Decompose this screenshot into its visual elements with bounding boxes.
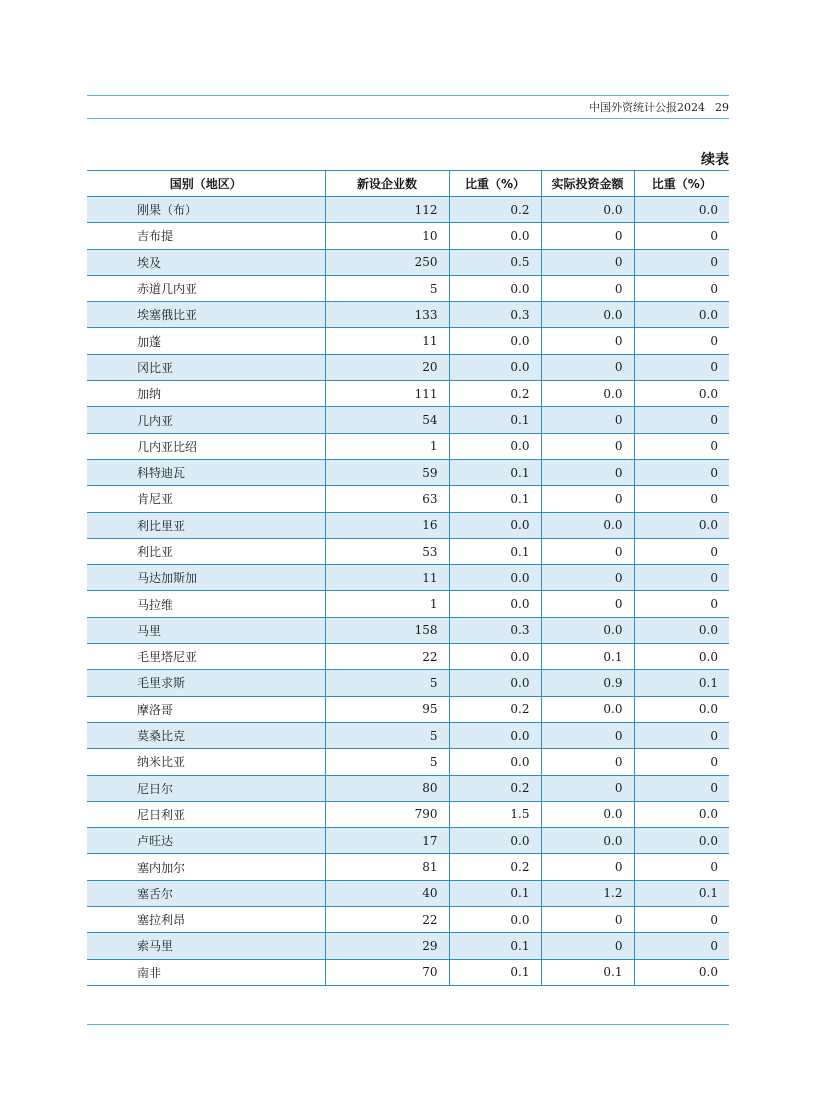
cell-country: 摩洛哥	[87, 696, 325, 722]
cell-country: 吉布提	[87, 223, 325, 249]
table-row	[87, 302, 729, 328]
cell-share-investment: 0	[634, 538, 729, 564]
cell-new-enterprises: 250	[325, 249, 449, 275]
col-header-share-enterprises: 比重（%）	[449, 171, 541, 197]
cell-share-investment: 0.0	[634, 512, 729, 538]
table-row	[87, 775, 729, 801]
cell-actual-investment: 0	[541, 722, 634, 748]
footer-rule	[87, 1024, 729, 1025]
cell-country: 肯尼亚	[87, 486, 325, 512]
cell-share-investment: 0	[634, 433, 729, 459]
cell-country: 索马里	[87, 933, 325, 959]
table-row	[87, 696, 729, 722]
table-body	[87, 197, 729, 986]
cell-share-investment: 0	[634, 249, 729, 275]
table-header-row	[87, 171, 729, 197]
cell-share-investment: 0	[634, 933, 729, 959]
cell-new-enterprises: 54	[325, 407, 449, 433]
cell-share-enterprises: 0.0	[449, 223, 541, 249]
cell-new-enterprises: 5	[325, 722, 449, 748]
cell-share-investment: 0	[634, 854, 729, 880]
cell-share-enterprises: 0.2	[449, 197, 541, 223]
cell-new-enterprises: 11	[325, 328, 449, 354]
cell-share-investment: 0.0	[634, 959, 729, 985]
cell-share-enterprises: 0.1	[449, 486, 541, 512]
table-row	[87, 381, 729, 407]
cell-new-enterprises: 10	[325, 223, 449, 249]
cell-new-enterprises: 790	[325, 801, 449, 827]
cell-country: 马里	[87, 617, 325, 643]
cell-share-enterprises: 0.0	[449, 670, 541, 696]
cell-share-investment: 0	[634, 459, 729, 485]
cell-new-enterprises: 16	[325, 512, 449, 538]
cell-actual-investment: 0	[541, 591, 634, 617]
cell-share-investment: 0	[634, 328, 729, 354]
cell-actual-investment: 0	[541, 854, 634, 880]
cell-actual-investment: 0	[541, 538, 634, 564]
cell-actual-investment: 0.1	[541, 644, 634, 670]
col-header-share-investment: 比重（%）	[634, 171, 729, 197]
cell-share-enterprises: 0.0	[449, 907, 541, 933]
table-row	[87, 933, 729, 959]
cell-actual-investment: 0.9	[541, 670, 634, 696]
cell-country: 埃塞俄比亚	[87, 302, 325, 328]
cell-actual-investment: 0	[541, 223, 634, 249]
cell-new-enterprises: 95	[325, 696, 449, 722]
cell-country: 毛里求斯	[87, 670, 325, 696]
table-row	[87, 749, 729, 775]
cell-share-investment: 0	[634, 223, 729, 249]
col-header-actual-investment: 实际投资金额	[541, 171, 634, 197]
cell-share-enterprises: 0.0	[449, 644, 541, 670]
table-row	[87, 907, 729, 933]
cell-country: 冈比亚	[87, 354, 325, 380]
cell-country: 埃及	[87, 249, 325, 275]
table-row	[87, 617, 729, 643]
cell-share-enterprises: 0.0	[449, 354, 541, 380]
table-row	[87, 459, 729, 485]
cell-share-enterprises: 0.1	[449, 959, 541, 985]
cell-share-enterprises: 0.2	[449, 854, 541, 880]
cell-actual-investment: 0	[541, 249, 634, 275]
cell-share-enterprises: 0.1	[449, 407, 541, 433]
page-number: 29	[715, 101, 729, 114]
cell-share-investment: 0	[634, 722, 729, 748]
col-header-new-enterprises: 新设企业数	[325, 171, 449, 197]
cell-new-enterprises: 53	[325, 538, 449, 564]
table-row	[87, 486, 729, 512]
continued-label: 续表	[701, 152, 729, 168]
running-header	[589, 99, 729, 115]
table-row	[87, 644, 729, 670]
table-row	[87, 249, 729, 275]
cell-share-enterprises: 0.0	[449, 328, 541, 354]
cell-actual-investment: 0.1	[541, 959, 634, 985]
table-row	[87, 854, 729, 880]
cell-new-enterprises: 112	[325, 197, 449, 223]
cell-new-enterprises: 158	[325, 617, 449, 643]
table-row	[87, 828, 729, 854]
cell-share-investment: 0	[634, 591, 729, 617]
cell-actual-investment: 0	[541, 328, 634, 354]
cell-country: 卢旺达	[87, 828, 325, 854]
cell-share-enterprises: 1.5	[449, 801, 541, 827]
cell-share-enterprises: 0.2	[449, 381, 541, 407]
cell-new-enterprises: 111	[325, 381, 449, 407]
cell-new-enterprises: 5	[325, 275, 449, 301]
cell-share-enterprises: 0.0	[449, 722, 541, 748]
cell-share-enterprises: 0.2	[449, 775, 541, 801]
cell-country: 利比亚	[87, 538, 325, 564]
cell-country: 纳米比亚	[87, 749, 325, 775]
cell-country: 马达加斯加	[87, 565, 325, 591]
cell-new-enterprises: 11	[325, 565, 449, 591]
cell-share-enterprises: 0.2	[449, 696, 541, 722]
cell-share-investment: 0	[634, 565, 729, 591]
cell-share-enterprises: 0.0	[449, 591, 541, 617]
cell-share-enterprises: 0.1	[449, 880, 541, 906]
cell-share-investment: 0.0	[634, 381, 729, 407]
cell-new-enterprises: 81	[325, 854, 449, 880]
cell-new-enterprises: 22	[325, 644, 449, 670]
cell-country: 塞拉利昂	[87, 907, 325, 933]
table-row	[87, 407, 729, 433]
cell-actual-investment: 0	[541, 775, 634, 801]
table-row	[87, 959, 729, 985]
cell-new-enterprises: 29	[325, 933, 449, 959]
cell-share-investment: 0.0	[634, 644, 729, 670]
table-row	[87, 197, 729, 223]
cell-share-investment: 0	[634, 749, 729, 775]
cell-country: 毛里塔尼亚	[87, 644, 325, 670]
cell-country: 刚果（布）	[87, 197, 325, 223]
cell-actual-investment: 0.0	[541, 617, 634, 643]
cell-country: 科特迪瓦	[87, 459, 325, 485]
cell-share-enterprises: 0.1	[449, 538, 541, 564]
cell-share-enterprises: 0.1	[449, 459, 541, 485]
cell-share-investment: 0	[634, 354, 729, 380]
cell-country: 塞内加尔	[87, 854, 325, 880]
cell-share-enterprises: 0.3	[449, 617, 541, 643]
cell-country: 尼日尔	[87, 775, 325, 801]
cell-share-investment: 0	[634, 907, 729, 933]
cell-country: 南非	[87, 959, 325, 985]
cell-new-enterprises: 40	[325, 880, 449, 906]
cell-share-enterprises: 0.0	[449, 512, 541, 538]
cell-actual-investment: 0.0	[541, 302, 634, 328]
header-title: 中国外资统计公报	[589, 101, 677, 114]
cell-actual-investment: 0	[541, 354, 634, 380]
cell-share-investment: 0	[634, 275, 729, 301]
cell-share-investment: 0.0	[634, 617, 729, 643]
cell-country: 赤道几内亚	[87, 275, 325, 301]
table-row	[87, 722, 729, 748]
cell-share-enterprises: 0.1	[449, 933, 541, 959]
table-row	[87, 565, 729, 591]
cell-country: 加纳	[87, 381, 325, 407]
cell-actual-investment: 0	[541, 275, 634, 301]
cell-new-enterprises: 133	[325, 302, 449, 328]
cell-new-enterprises: 1	[325, 433, 449, 459]
cell-actual-investment: 1.2	[541, 880, 634, 906]
cell-new-enterprises: 5	[325, 670, 449, 696]
cell-country: 尼日利亚	[87, 801, 325, 827]
table-row	[87, 354, 729, 380]
cell-country: 塞舌尔	[87, 880, 325, 906]
cell-country: 马拉维	[87, 591, 325, 617]
cell-new-enterprises: 5	[325, 749, 449, 775]
cell-share-enterprises: 0.0	[449, 565, 541, 591]
cell-actual-investment: 0	[541, 565, 634, 591]
investment-table	[87, 170, 729, 986]
cell-share-investment: 0	[634, 775, 729, 801]
cell-share-investment: 0	[634, 407, 729, 433]
table-row	[87, 880, 729, 906]
cell-actual-investment: 0	[541, 433, 634, 459]
cell-actual-investment: 0.0	[541, 381, 634, 407]
cell-share-enterprises: 0.3	[449, 302, 541, 328]
cell-country: 莫桑比克	[87, 722, 325, 748]
cell-new-enterprises: 59	[325, 459, 449, 485]
cell-actual-investment: 0.0	[541, 197, 634, 223]
table-row	[87, 538, 729, 564]
cell-actual-investment: 0.0	[541, 801, 634, 827]
col-header-country: 国别（地区）	[87, 171, 325, 197]
cell-new-enterprises: 20	[325, 354, 449, 380]
cell-actual-investment: 0	[541, 749, 634, 775]
cell-share-investment: 0.0	[634, 696, 729, 722]
cell-new-enterprises: 1	[325, 591, 449, 617]
cell-share-enterprises: 0.0	[449, 275, 541, 301]
cell-new-enterprises: 80	[325, 775, 449, 801]
cell-new-enterprises: 63	[325, 486, 449, 512]
cell-share-investment: 0.1	[634, 670, 729, 696]
cell-country: 利比里亚	[87, 512, 325, 538]
table-row	[87, 275, 729, 301]
cell-actual-investment: 0	[541, 486, 634, 512]
table-row	[87, 223, 729, 249]
header-rule-top	[87, 95, 729, 96]
cell-new-enterprises: 22	[325, 907, 449, 933]
table-row	[87, 328, 729, 354]
table-row	[87, 801, 729, 827]
cell-share-investment: 0.0	[634, 197, 729, 223]
cell-actual-investment: 0.0	[541, 828, 634, 854]
cell-country: 几内亚比绍	[87, 433, 325, 459]
header-rule-bottom	[87, 118, 729, 119]
cell-share-investment: 0.0	[634, 828, 729, 854]
table-row	[87, 670, 729, 696]
cell-actual-investment: 0.0	[541, 512, 634, 538]
cell-share-enterprises: 0.0	[449, 433, 541, 459]
cell-country: 加蓬	[87, 328, 325, 354]
table-row	[87, 512, 729, 538]
table-row	[87, 433, 729, 459]
cell-actual-investment: 0	[541, 459, 634, 485]
cell-actual-investment: 0	[541, 907, 634, 933]
cell-actual-investment: 0.0	[541, 696, 634, 722]
cell-share-investment: 0	[634, 486, 729, 512]
cell-share-enterprises: 0.0	[449, 749, 541, 775]
table-row	[87, 591, 729, 617]
cell-actual-investment: 0	[541, 933, 634, 959]
header-year: 2024	[677, 101, 705, 114]
cell-new-enterprises: 70	[325, 959, 449, 985]
cell-new-enterprises: 17	[325, 828, 449, 854]
cell-actual-investment: 0	[541, 407, 634, 433]
cell-share-investment: 0.1	[634, 880, 729, 906]
cell-share-investment: 0.0	[634, 302, 729, 328]
cell-share-enterprises: 0.0	[449, 828, 541, 854]
cell-country: 几内亚	[87, 407, 325, 433]
cell-share-investment: 0.0	[634, 801, 729, 827]
cell-share-enterprises: 0.5	[449, 249, 541, 275]
